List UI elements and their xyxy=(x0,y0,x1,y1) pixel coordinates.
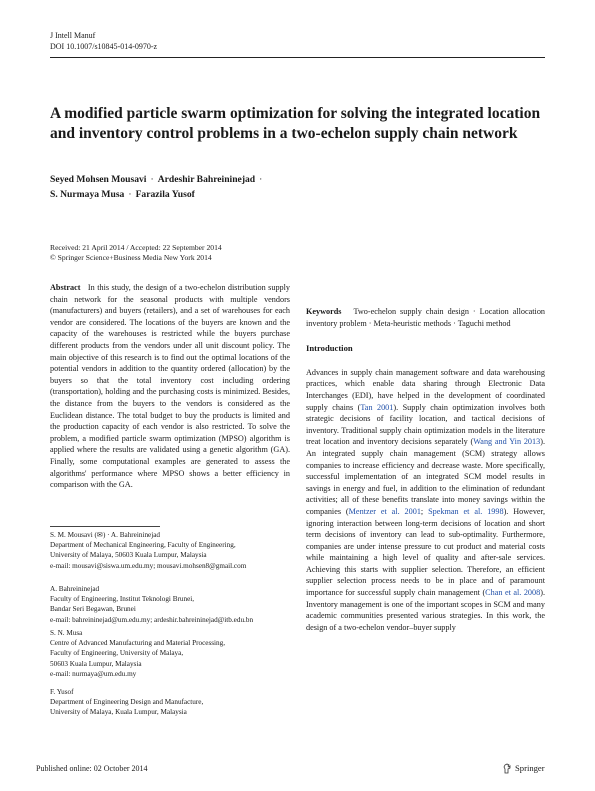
affiliation-line: University of Malaya, 50603 Kuala Lumpur, Malaysia xyxy=(50,551,207,560)
keywords xyxy=(306,306,545,329)
citation-link[interactable]: Tan 2001 xyxy=(360,402,394,412)
abstract xyxy=(50,282,290,491)
journal-header xyxy=(50,30,157,52)
copyright: © Springer Science+Business Media New York 2014 xyxy=(50,253,212,262)
paper-title: A modified particle swarm optimization for solving the integrated location and inventory control problems in a two-echelon supply chain network xyxy=(50,105,541,142)
affiliation-line: Department of Engineering Design and Manufacture, xyxy=(50,698,204,707)
affiliation-block xyxy=(50,628,310,679)
affiliation-block xyxy=(50,584,310,625)
citation-link[interactable]: Chan et al. 2008 xyxy=(485,588,541,598)
journal-name: J Intell Manuf xyxy=(50,31,96,40)
citation-link[interactable]: Mentzer et al. 2001 xyxy=(348,506,421,516)
affiliation-block xyxy=(50,530,310,571)
author-list xyxy=(50,172,545,202)
affiliation-line: Faculty of Engineering, Institut Teknologi Brunei, xyxy=(50,595,195,604)
author-name: S. Nurmaya Musa xyxy=(50,189,125,200)
abstract-text: In this study, the design of a two-echelon distribution supply chain network for the seasonal products with multiple vendors (manufacturers) and buyers (retailers), and a set of warehouses for each vendor are considered. The locations of the buyers are known and the capacity of the warehouses is restricted while the buyers purchase different products from the vendors under all unit discount policy. The main objective of this research is to find out the optimal locations of the potential vendors in addition to the quantity ordered (allocation) by the buyers so that the total inventory cost including ordering (transportation), holding and the purchasing costs is minimized. Besides, the distance from the buyers to the vendors is considered as the Euclidean distance. The total budget to buy the products is limited and the production capacity of each vendor is also restricted. To solve the problem, a modified particle swarm optimization (MPSO) algorithm is applied where the results are validated using a genetic algorithm (GA). Finally, some computational examples are generated to assess the algorithms' performance where MPSO shows a better efficiency in comparison with the GA. xyxy=(50,283,291,490)
affiliation-names: S. N. Musa xyxy=(50,629,83,637)
affiliation-email[interactable]: e-mail: bahreininejad@um.edu.my; ardeshir.bahreininejad@itb.edu.bn xyxy=(50,615,254,624)
affiliation-line: Faculty of Engineering, University of Malaya, xyxy=(50,649,184,658)
keywords-label: Keywords xyxy=(306,307,342,316)
affiliation-line: University of Malaya, Kuala Lumpur, Malaysia xyxy=(50,708,187,717)
footnote-rule xyxy=(50,526,160,527)
left-column xyxy=(50,282,290,491)
author-name: Seyed Mohsen Mousavi xyxy=(50,174,147,185)
header-rule xyxy=(50,57,545,58)
citation-link[interactable]: Wang and Yin 2013 xyxy=(473,437,541,447)
author-name: Farazila Yusof xyxy=(135,189,195,200)
author-separator: · xyxy=(128,189,132,200)
received-accepted: Received: 21 April 2014 / Accepted: 22 September 2014 xyxy=(50,243,222,252)
author-separator: · xyxy=(259,174,263,185)
doi: DOI 10.1007/s10845-014-0970-z xyxy=(50,42,158,51)
author-name: Ardeshir Bahreininejad xyxy=(157,174,256,185)
affiliation-line: Centre of Advanced Manufacturing and Material Processing, xyxy=(50,639,226,648)
affiliation-block xyxy=(50,687,310,718)
right-column xyxy=(306,266,545,633)
affiliation-names: A. Bahreininejad xyxy=(50,585,100,593)
citation-link[interactable]: Spekman et al. 1998 xyxy=(428,506,504,516)
springer-horse-icon xyxy=(502,763,512,774)
author-separator: · xyxy=(150,174,154,185)
affiliation-names: S. M. Mousavi (✉) · A. Bahreininejad xyxy=(50,531,161,539)
published-online: Published online: 02 October 2014 xyxy=(36,764,148,773)
affiliation-line: Department of Mechanical Engineering, Faculty of Engineering, xyxy=(50,541,236,550)
publisher-name: Springer xyxy=(515,763,545,773)
affiliation-email[interactable]: e-mail: mousavi@siswa.um.edu.my; mousavi.mohsen8@gmail.com xyxy=(50,561,247,570)
affiliation-names: F. Yusof xyxy=(50,688,74,696)
introduction-heading: Introduction xyxy=(306,343,353,354)
keywords-text: Two-echelon supply chain design · Location allocation inventory problem · Meta-heuristic methods · Taguchi method xyxy=(306,307,546,328)
affiliation-email[interactable]: e-mail: nurmaya@um.edu.my xyxy=(50,669,137,678)
abstract-label: Abstract xyxy=(50,283,81,292)
publication-dates xyxy=(50,243,545,263)
affiliation-line: Bandar Seri Begawan, Brunei xyxy=(50,605,136,614)
introduction-paragraph: Advances in supply chain management software and data warehousing practices, which enable data sharing through Electronic Data Interchanges (EDI), have helped in the development of coordinated supply chains (Tan 2001). Supply chain optimization involves both strategic decisions of facility location, and tactical decisions of inventory. Traditional supply chain optimization models in the literature treat location and inventory decisions separately (Wang and Yin 2013). An integrated supply chain management (SCM) strategy allows companies to increase efficiency and decrease waste. More specifically, successful implementation of an integrated SCM model results in savings in energy and fuel, in addition to the elimination of redundant activities; all of these benefits translate into money savings within the companies (Mentzer et al. 2001; Spekman et al. 1998). However, ignoring interaction between long-term decisions of location and short term decisions of inventory can lead to sub-optimality. Furthermore, companies are under intense pressure to cut product and material costs while maintaining a high level of quality and after-sale services. Achieving this starts with supplier selection. Therefore, an efficient supplier selection process needs to be in place and of paramount importance for successful supply chain management (Chan et al. 2008). Inventory management is one of the important scopes in SCM and many academic communities presented various strategies. In this work, the design of a two-echelon vendor–buyer supply xyxy=(306,367,545,632)
publisher-logo[interactable] xyxy=(502,763,545,774)
affiliation-line: 50603 Kuala Lumpur, Malaysia xyxy=(50,659,142,668)
